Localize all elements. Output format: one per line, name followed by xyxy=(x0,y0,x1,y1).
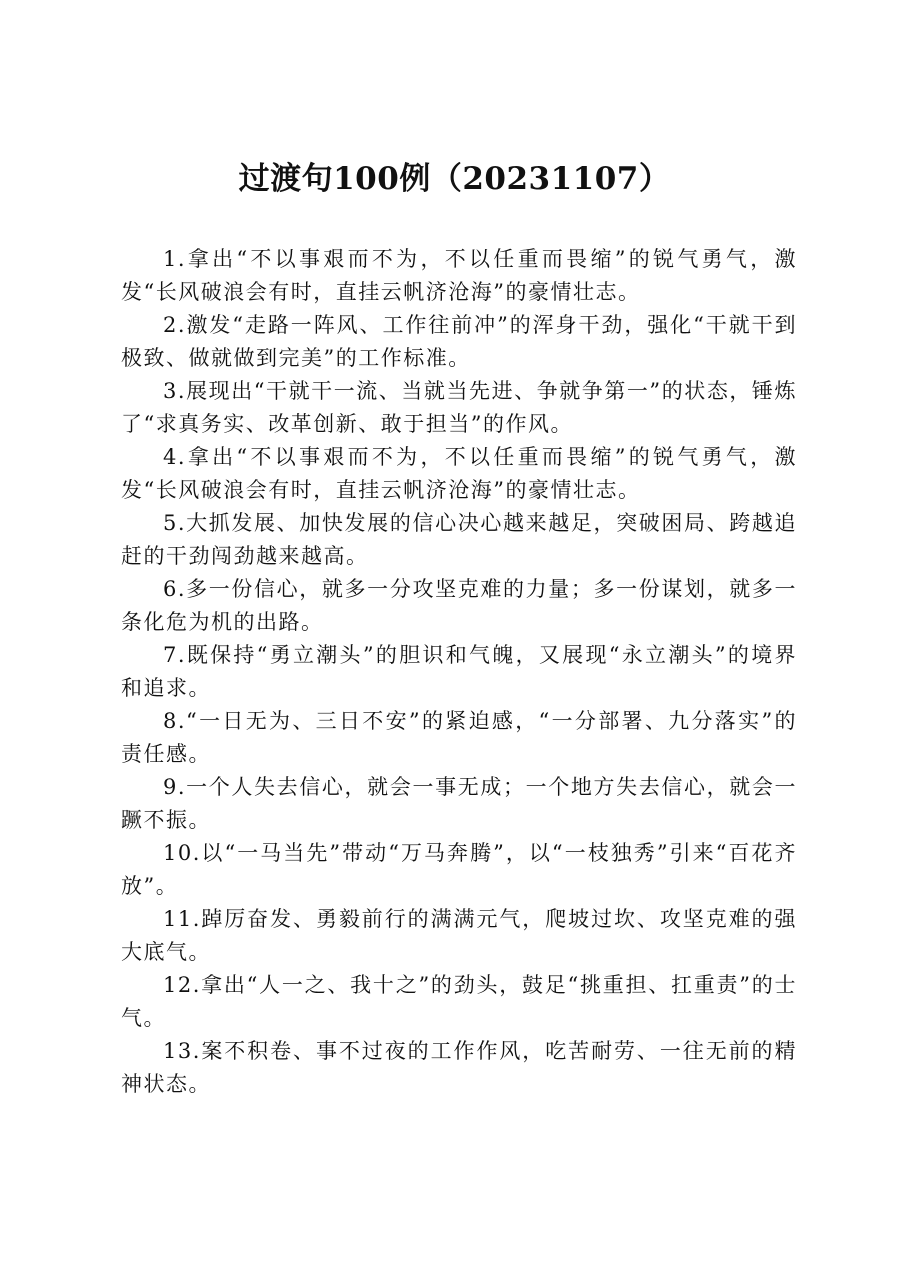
paragraph-9: 9.一个人失去信心，就会一事无成；一个地方失去信心，就会一蹶不振。 xyxy=(121,775,797,832)
paragraph-1: 1.拿出“不以事艰而不为，不以任重而畏缩”的锐气勇气，激发“长风破浪会有时，直挂云帆济沧海”的豪情壮志。 xyxy=(121,247,797,304)
paragraph-3: 3.展现出“干就干一流、当就当先进、争就争第一”的状态，锤炼了“求真务实、改革创新、敢于担当”的作风。 xyxy=(121,379,797,436)
paragraph-12: 12.拿出“人一之、我十之”的劲头，鼓足“挑重担、扛重责”的士气。 xyxy=(121,973,797,1030)
paragraph-8: 8.“一日无为、三日不安”的紧迫感，“一分部署、九分落实”的责任感。 xyxy=(121,709,797,766)
paragraph-7: 7.既保持“勇立潮头”的胆识和气魄，又展现“永立潮头”的境界和追求。 xyxy=(121,643,797,700)
paragraph-10: 10.以“一马当先”带动“万马奔腾”，以“一枝独秀”引来“百花齐放”。 xyxy=(121,841,797,898)
paragraph-4: 4.拿出“不以事艰而不为，不以任重而畏缩”的锐气勇气，激发“长风破浪会有时，直挂云帆济沧海”的豪情壮志。 xyxy=(121,445,797,502)
paragraph-11: 11.踔厉奋发、勇毅前行的满满元气，爬坡过坎、攻坚克难的强大底气。 xyxy=(121,907,797,964)
paragraph-6: 6.多一份信心，就多一分攻坚克难的力量；多一份谋划，就多一条化危为机的出路。 xyxy=(121,577,797,634)
document-body xyxy=(121,243,797,1101)
paragraph-2: 2.激发“走路一阵风、工作往前冲”的浑身干劲，强化“干就干到极致、做就做到完美”的工作标准。 xyxy=(121,313,797,370)
paragraph-13: 13.案不积卷、事不过夜的工作作风，吃苦耐劳、一往无前的精神状态。 xyxy=(121,1039,797,1096)
document-title: 过渡句100例（20231107） xyxy=(238,161,671,197)
paragraph-5: 5.大抓发展、加快发展的信心决心越来越足，突破困局、跨越追赶的干劲闯劲越来越高。 xyxy=(121,511,797,568)
